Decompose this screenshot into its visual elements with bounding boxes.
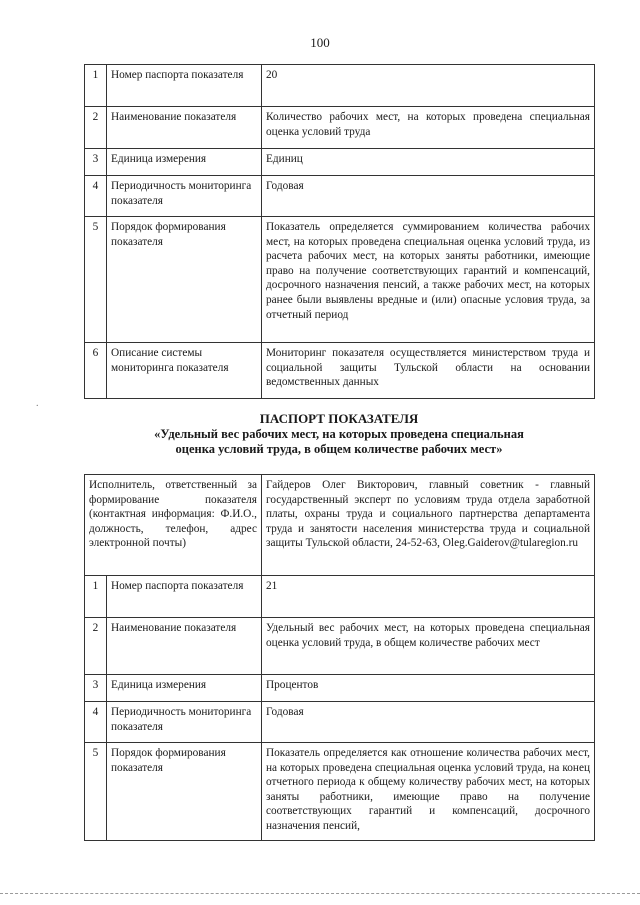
row-number: 4: [85, 176, 107, 217]
executor-label: Исполнитель, ответственный за формирование показателя (контактная информация: Ф.И.О., должность, телефон, адрес электронной почты): [85, 475, 262, 576]
row-value: Удельный вес рабочих мест, на которых проведена специальная оценка условий труда, в общем количестве рабочих мест: [262, 618, 595, 675]
row-number: 5: [85, 743, 107, 841]
row-value: Показатель определяется суммированием количества рабочих мест, на которых проведена специальная оценка условий труда, из расчета рабочих мест, на которых заняты работники, имеющие право на получение соответствующих гарантий и компенсаций, досрочного назначения пенсий, а также рабочих мест, на которых ранее были выявлены вредные и (или) опасные условия труда, за отчетный период: [262, 217, 595, 343]
row-number: 5: [85, 217, 107, 343]
row-number: 1: [85, 65, 107, 107]
row-value: Количество рабочих мест, на которых проведена специальная оценка условий труда: [262, 107, 595, 149]
row-label: Описание системы мониторинга показателя: [107, 343, 262, 399]
row-value: Мониторинг показателя осуществляется министерством труда и социальной защиты Тульской области на основании ведомственных данных: [262, 343, 595, 399]
scan-edge-dashes: [0, 893, 640, 895]
row-label: Номер паспорта показателя: [107, 65, 262, 107]
table-row: [85, 576, 595, 618]
row-number: 1: [85, 576, 107, 618]
indicator-passport-table-20: [84, 64, 595, 399]
table-row: [85, 176, 595, 217]
row-value: Показатель определяется как отношение количества рабочих мест, на которых проведена специальная оценка условий труда, на конец отчетного периода к общему количеству рабочих мест, на которых заняты работники, имеющие право на получение соответствующих гарантий и компенсаций, досрочного назначения пенсий,: [262, 743, 595, 841]
table-row: [85, 343, 595, 399]
passport-subtitle-line-2: оценка условий труда, в общем количестве рабочих мест»: [175, 442, 503, 456]
row-label: Порядок формирования показателя: [107, 743, 262, 841]
passport-subtitle-line-1: «Удельный вес рабочих мест, на которых проведена специальная: [154, 426, 524, 441]
row-label: Периодичность мониторинга показателя: [107, 176, 262, 217]
passport-title: ПАСПОРТ ПОКАЗАТЕЛЯ: [259, 411, 419, 426]
table-row: [85, 618, 595, 675]
table-row: [85, 107, 595, 149]
row-label: Периодичность мониторинга показателя: [107, 702, 262, 743]
table-row: [85, 675, 595, 702]
table-row: [85, 743, 595, 841]
row-value: Годовая: [262, 702, 595, 743]
executor-value: Гайдеров Олег Викторович, главный советник - главный государственный эксперт по условиям труда отдела заработной платы, охраны труда и социального партнерства департамента труда и занятости населения министерства труда и социальной защиты Тульской области, 24-52-63, Oleg.Gaiderov@tularegion.ru: [262, 475, 595, 576]
row-value: 20: [262, 65, 595, 107]
row-label: Порядок формирования показателя: [107, 217, 262, 343]
table-row: [85, 65, 595, 107]
row-value: 21: [262, 576, 595, 618]
page-number: 100: [310, 35, 330, 50]
row-number: 4: [85, 702, 107, 743]
table-row: [85, 217, 595, 343]
passport-heading: [84, 411, 594, 458]
indicator-passport-table-21: [84, 474, 595, 841]
executor-row: [85, 475, 595, 576]
row-label: Наименование показателя: [107, 107, 262, 149]
row-value: Единиц: [262, 149, 595, 176]
table-row: [85, 149, 595, 176]
row-label: Единица измерения: [107, 675, 262, 702]
table-row: [85, 702, 595, 743]
row-label: Наименование показателя: [107, 618, 262, 675]
scan-mark: .: [36, 398, 39, 409]
row-number: 3: [85, 675, 107, 702]
row-label: Единица измерения: [107, 149, 262, 176]
row-number: 2: [85, 618, 107, 675]
row-number: 2: [85, 107, 107, 149]
row-number: 6: [85, 343, 107, 399]
row-value: Годовая: [262, 176, 595, 217]
row-number: 3: [85, 149, 107, 176]
row-label: Номер паспорта показателя: [107, 576, 262, 618]
row-value: Процентов: [262, 675, 595, 702]
